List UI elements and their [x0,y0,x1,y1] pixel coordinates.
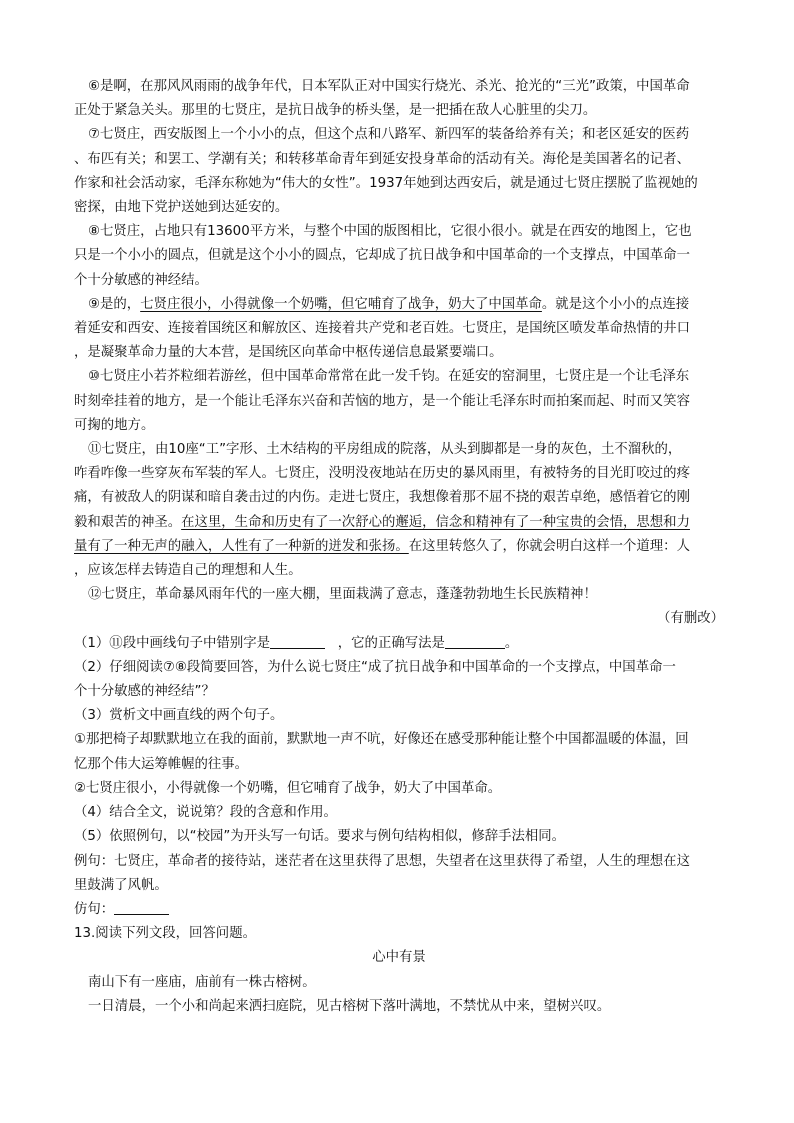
story [74,946,724,1019]
question-13 [74,922,724,946]
text-line: 密探，由地下党护送她到达延安的。 [74,200,289,216]
paragraph-9 [74,293,724,366]
text-span: 毅和艰苦的神圣。 [74,514,182,530]
text-line: 着延安和西安、连接着国统区和解放区、连接着共产党和老百姓。七贤庄，是国统区喷发革命热情的井口 [74,321,690,337]
text-line: ⑩七贤庄小若芥粒细若游丝，但中国革命常常在此一发千钧。在延安的窑洞里，七贤庄是一个让毛泽东 [88,369,690,385]
text-line: 可掬的地方。 [74,417,155,433]
edited-note: （有删改） [657,611,724,627]
question-3 [74,704,724,801]
imitate-label: 仿句： [74,901,115,917]
text-line: （3）赏析文中画直线的两个句子。 [74,708,284,724]
answer-blank[interactable] [114,900,169,915]
text-line [74,535,724,559]
paragraph-8 [74,220,724,293]
text-line: （2）仔细阅读⑦⑧段简要回答，为什么说七贤庄“成了抗日战争和中国革命的一个支撑点，中国革命一 [74,659,676,675]
text-line: 正处于紧急关头。那里的七贤庄，是抗日战争的桥头堡，是一把插在敌人心脏里的尖刀。 [74,103,597,119]
text-line: 南山下有一座庙，庙前有一株古榕树。 [88,974,316,990]
text-line: 一日清晨，一个小和尚起来洒扫庭院，见古榕树下落叶满地，不禁忧从中来，望树兴叹。 [88,998,611,1014]
text-line: （5）依照例句，以“校园”为开头写一句话。要求与例句结构相似，修辞手法相同。 [74,829,566,845]
text-line: 个十分敏感的神经结”？ [74,684,215,700]
text-line: ⑥是啊，在那风风雨雨的战争年代，日本军队正对中国实行烧光、杀光、抢光的“三光”政策，中国革命 [88,79,690,94]
paragraph-12 [74,583,724,607]
text-line: 13.阅读下列文段，回答问题。 [74,926,256,942]
paragraph-10 [74,365,724,438]
question-1 [74,632,724,656]
underlined-sentence: 量有了一种无声的融入，人性有了一种新的迸发和张扬。 [74,538,409,554]
underlined-sentence: 七贤庄很小，小得就像一个奶嘴，但它哺育了战争，奶大了中国革命 [140,296,542,312]
example-sentence: 里鼓满了风帆。 [74,877,168,893]
text-line: ⑪七贤庄，由10座“工”字形、土木结构的平房组成的院落，从头到脚都是一身的灰色，土不溜秋的， [88,442,682,458]
paragraph-11 [74,438,724,583]
text-line: ①那把椅子却默默地立在我的面前，默默地一声不吭，好像还在感受那种能让整个中国都温暖的体温，回 [74,732,689,748]
text-line: （4）结合全文，说说第？段的含意和作用。 [74,805,337,821]
text-line: 咋看咋像一些穿灰布军装的军人。七贤庄，没明没夜地站在历史的暴风雨里，有被特务的目光盯咬过的疼 [74,466,690,482]
text-line: 、布匹有关；和罢工、学潮有关；和转移革命青年到延安投身革命的活动有关。海伦是美国著名的记者、 [74,151,690,167]
question-5 [74,825,724,922]
text-line [74,293,724,317]
paragraph-7 [74,123,724,220]
text-line: 忆那个伟大运筹帷幄的往事。 [74,756,249,772]
question-4 [74,801,724,825]
document-page [74,75,724,1019]
text-line: ②七贤庄很小，小得就像一个奶嘴，但它哺育了战争，奶大了中国革命。 [74,780,502,796]
paragraph-6 [74,75,724,123]
example-sentence: 例句：七贤庄，革命者的接待站，迷茫者在这里获得了思想，失望者在这里获得了希望，人生的理想在这 [74,853,690,869]
text-line: ⑦七贤庄，西安版图上一个小小的点，但这个点和八路军、新四军的装备给养有关；和老区延安的医药 [88,127,690,143]
question-text: ，它的正确写法是 [337,635,445,651]
text-line: ，是凝聚革命力量的大本营，是国统区向革命中枢传递信息最紧要端口。 [74,345,503,361]
question-text: （1）⑪段中画线句子中错别字是 [74,635,270,651]
text-line [74,632,724,656]
text-span: 。就是这个小小的点连接 [541,296,690,312]
text-line: ，应该怎样去铸造自己的理想和人生。 [74,563,302,579]
text-line: 作家和社会活动家，毛泽东称她为“伟大的女性”。1937年她到达西安后，就是通过七贤庄摆脱了监视她的 [74,175,698,191]
question-2 [74,656,724,704]
text-line [74,511,724,535]
text-span: 在这里转悠久了，你就会明白这样一个道理：人 [408,538,690,554]
text-line: 痛，有被敌人的阴谋和暗自袭击过的内伤。走进七贤庄，我想像着那不屈不挠的艰苦卓绝，感悟着它的刚 [74,490,690,506]
answer-blank[interactable] [445,634,505,649]
story-title: 心中有景 [372,950,426,966]
question-text: 。 [504,635,519,651]
text-line [74,898,724,922]
text-line: 个十分敏感的神经结。 [74,272,208,288]
text-line: 只是一个小小的圆点，但就是这个小小的圆点，它却成了抗日战争和中国革命的一个支撑点，中国革命一 [74,248,690,264]
text-line: ⑧七贤庄，占地只有13600平方米，与整个中国的版图相比，它很小很小。就是在西安的地图上，它也 [88,224,692,240]
text-line: ⑫七贤庄，革命暴风雨年代的一座大棚，里面栽满了意志，蓬蓬勃勃地生长民族精神！ [88,587,597,603]
underlined-sentence: 在这里，生命和历史有了一次舒心的邂逅，信念和精神有了一种宝贵的会悟，思想和力 [181,514,690,530]
text-line: 时刻牵挂着的地方，是一个能让毛泽东兴奋和苦恼的地方，是一个能让毛泽东时而拍案而起、时而又笑容 [74,393,690,409]
text-span: ⑨是的， [88,296,141,312]
answer-blank[interactable] [270,634,325,649]
